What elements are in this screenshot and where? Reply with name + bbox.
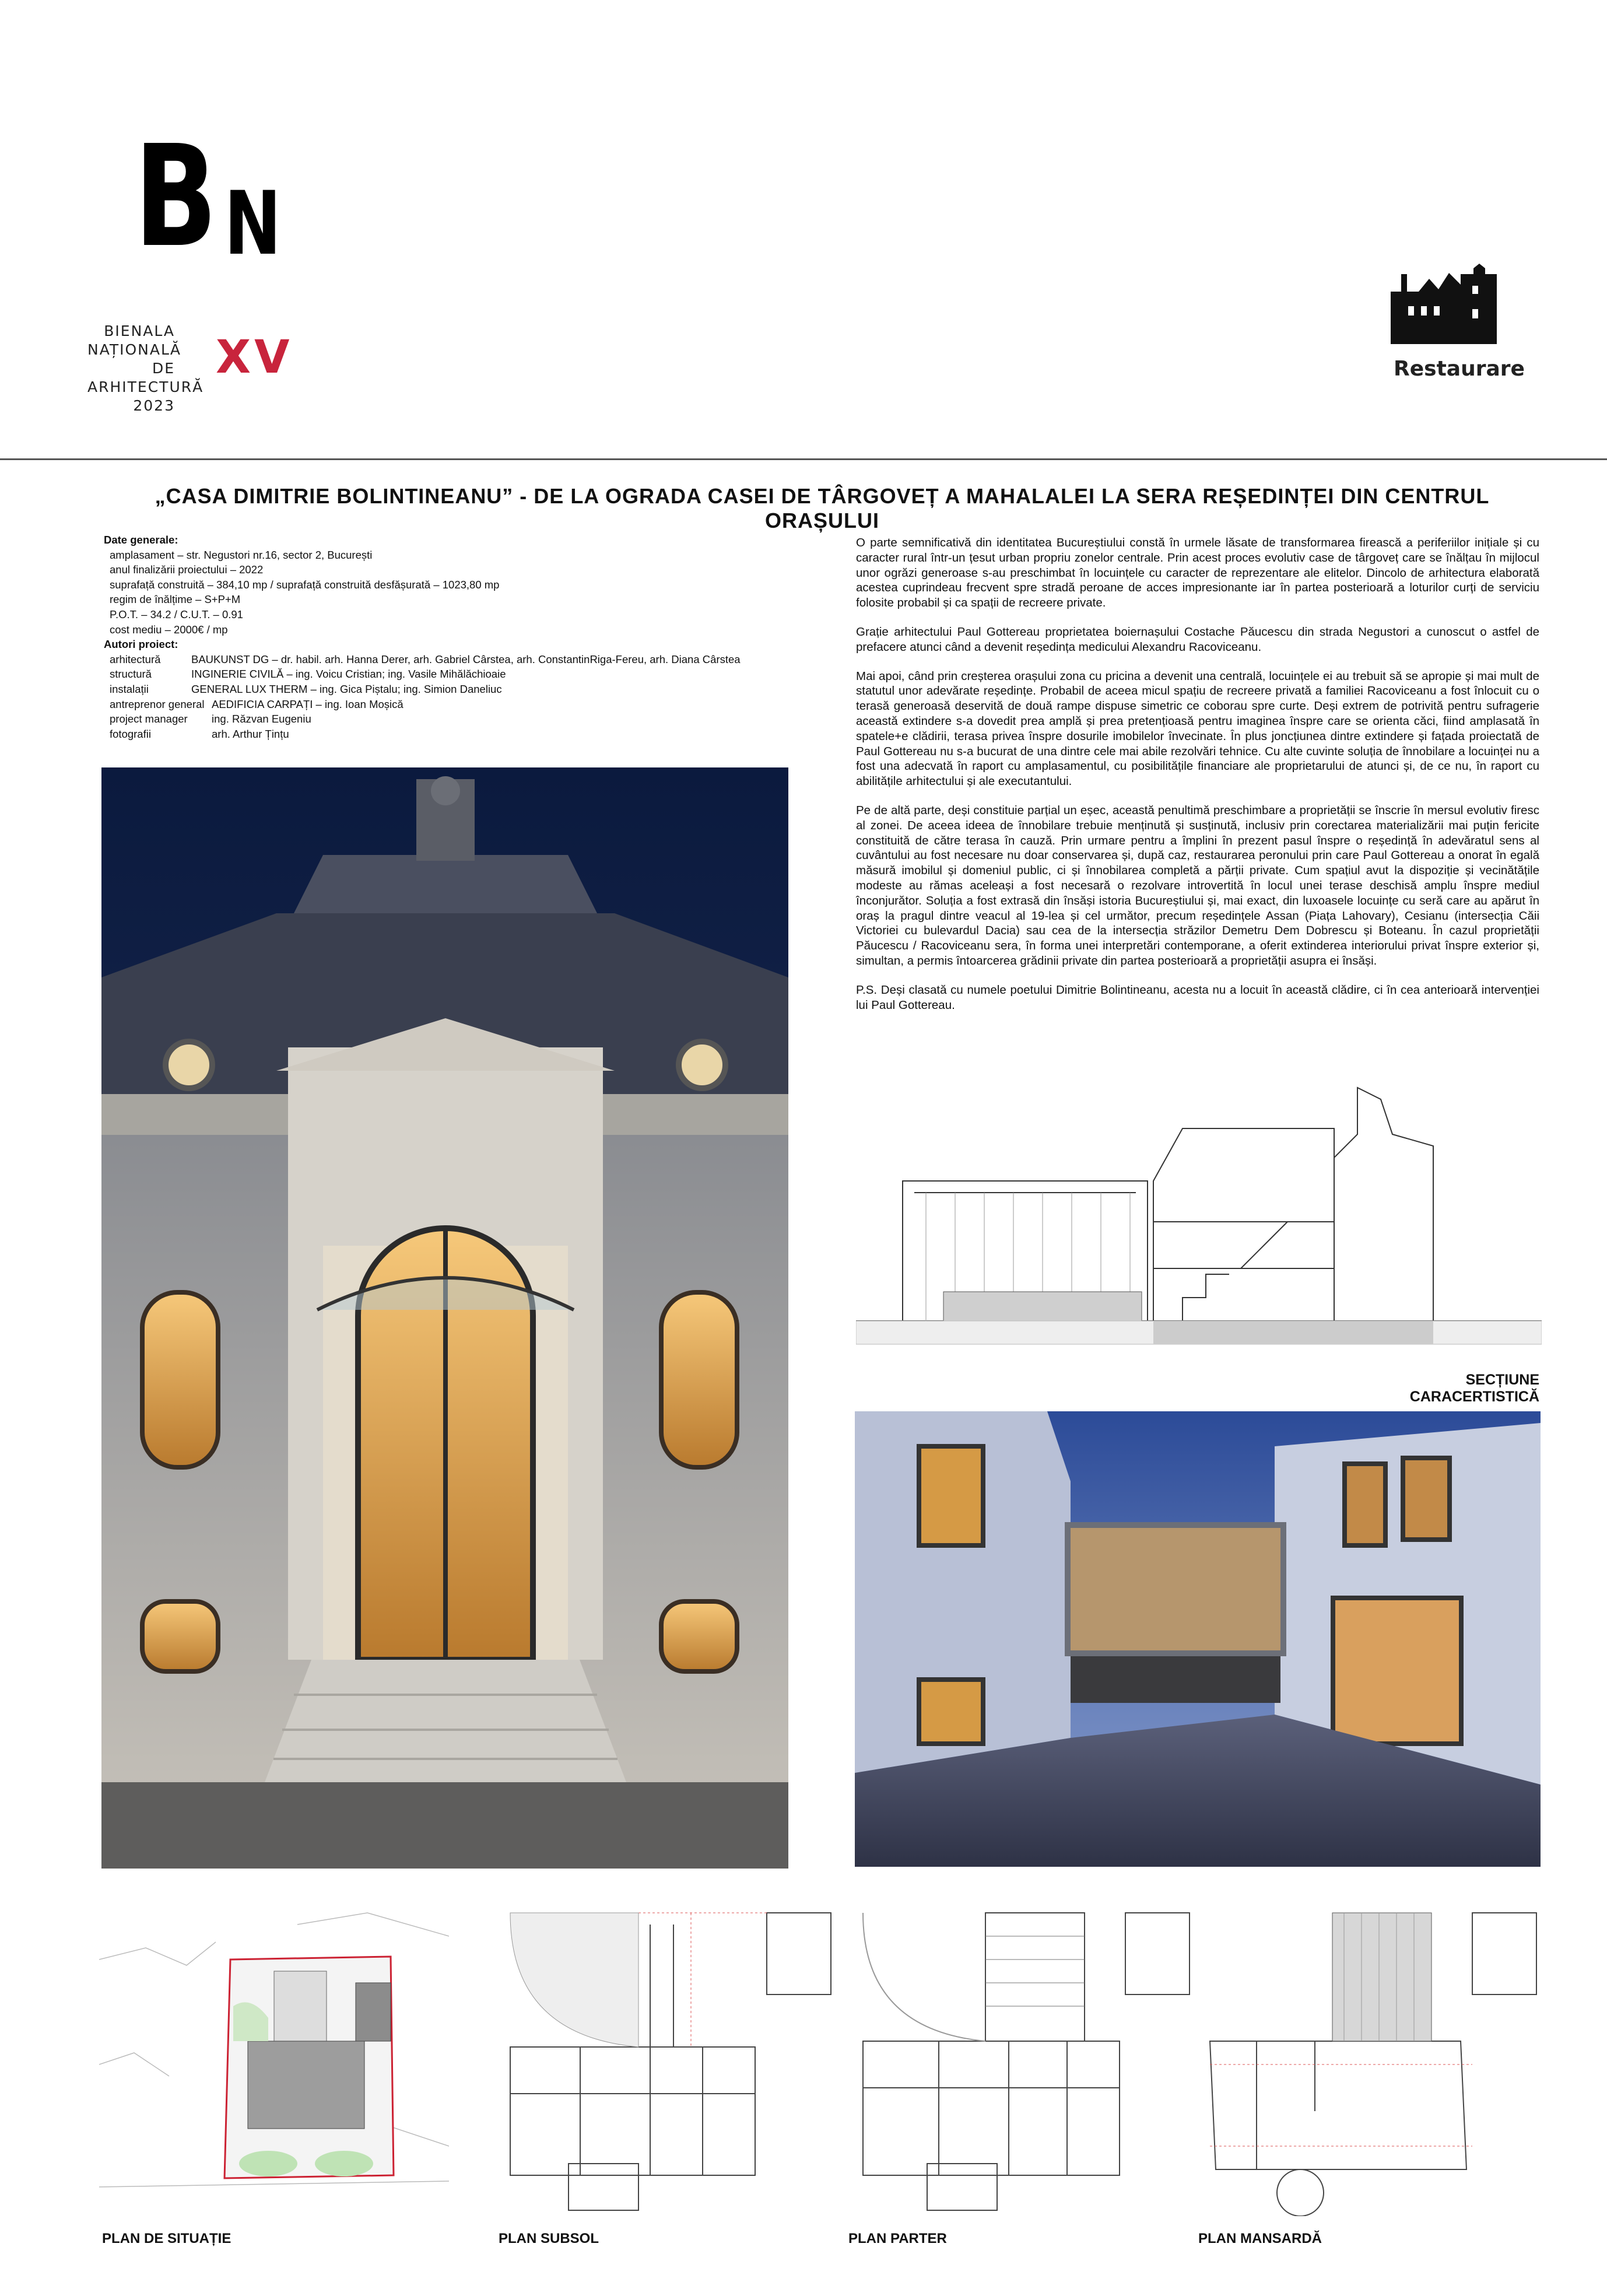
logo-line: ARHITECTURĂ bbox=[87, 378, 204, 395]
author-value: BAUKUNST DG – dr. habil. arh. Hanna Derer, arh. Gabriel Cârstea, arh. ConstantinRiga-Fereu, arh. Diana Cârstea bbox=[191, 653, 741, 665]
authors-heading: Autori proiect: bbox=[104, 638, 178, 651]
logo-line: BIENALA bbox=[104, 323, 175, 339]
category-label: Restaurare bbox=[1394, 357, 1525, 381]
author-value: ing. Răzvan Eugeniu bbox=[212, 713, 311, 725]
description-paragraph: P.S. Deși clasată cu numele poetului Dimitrie Bolintineanu, acesta nu a locuit în această clădire, ci în cea anterioară intervenției lui Paul Gottereau. bbox=[856, 983, 1539, 1012]
author-row bbox=[104, 711, 804, 727]
basement-plan-caption: PLAN SUBSOL bbox=[499, 2231, 599, 2246]
logo-letter-n: N bbox=[224, 172, 282, 275]
logo-letter-b: B bbox=[134, 137, 217, 278]
general-line: regim de înălțime – S+P+M bbox=[110, 593, 241, 606]
basement-plan-drawing bbox=[499, 1890, 848, 2216]
author-value: arh. Arthur Țințu bbox=[212, 727, 289, 740]
general-line: cost mediu – 2000€ / mp bbox=[110, 623, 228, 636]
author-role: project manager bbox=[110, 713, 188, 725]
header-divider bbox=[0, 458, 1607, 460]
logo-line: NAȚIONALĂ bbox=[87, 341, 182, 358]
author-role: instalații bbox=[110, 682, 149, 695]
general-line: amplasament – str. Negustori nr.16, sector 2, București bbox=[110, 548, 373, 561]
author-value: AEDIFICIA CARPAȚI – ing. Ioan Moșică bbox=[212, 697, 403, 710]
author-row bbox=[104, 652, 804, 667]
author-value: GENERAL LUX THERM – ing. Gica Piștalu; ing. Simion Daneliuc bbox=[191, 682, 502, 695]
attic-plan-caption: PLAN MANSARDĂ bbox=[1198, 2231, 1322, 2246]
project-title: „CASA DIMITRIE BOLINTINEANU” - DE LA OGRADA CASEI DE TÂRGOVEȚ A MAHALALEI LA SERA REȘEDINȚEI DIN CENTRUL ORAȘULUI bbox=[155, 484, 1490, 532]
courtyard-greenhouse-photo bbox=[855, 1411, 1541, 1867]
author-role: antreprenor general bbox=[110, 697, 205, 710]
description-paragraph: Grație arhitectului Paul Gottereau proprietatea boiernașului Costache Păucescu din strada Negustori a cunoscut o astfel de prefacere atunci când a devenit reședința medicului Alexandru Racoviceanu. bbox=[856, 625, 1539, 654]
author-value: INGINERIE CIVILĂ – ing. Voicu Cristian; ing. Vasile Mihălăchioaie bbox=[191, 668, 506, 681]
project-description bbox=[856, 535, 1539, 1026]
logo-line: 2023 bbox=[133, 397, 175, 414]
characteristic-section-drawing bbox=[856, 1076, 1542, 1368]
general-line: P.O.T. – 34.2 / C.U.T. – 0.91 bbox=[110, 608, 243, 621]
section-caption: SECȚIUNE CARACERTISTICĂ bbox=[1409, 1372, 1539, 1405]
author-row bbox=[104, 667, 804, 682]
description-paragraph: Pe de altă parte, deși constituie parțial un eșec, această penultimă preschimbare a proprietății se înscrie în mersul evolutiv firesc al zonei. De aceea ideea de înnobilare trebuie menținută și susținută, inclusiv prin corectarea materializării mai puțin fericite constituită de către terasa în cauză. Prin urmare pentru a împlini în prezent pasul înspre o reședință în adevăratul sens al cuvântului au fost necesare nu doar conservarea și, după caz, restaurarea peronului prin care Paul Gottereau a onorat în egală măsură imobilul și domeniul public, ci și înnobilarea completă a părții private. Cum spațiul avut la dispoziție și vecinătățile modeste au rămas aceleași a fost necesară o rezolvare introvertită în locul unei terase deschisă amplu înspre mediul înconjurător. Soluția a fost extrasă din însăși istoria Bucureștiului și, mai exact, din luxoasele locuințe cu seră care au apărut în oraș la pragul dintre veacul al 19-lea și cel următor, precum reședințele Assan (Piața Lahovary), Cesianu (intersecția Căii Victoriei cu bulevardul Dacia) sau cea de la intersecția străzilor Demetru Dem Dobrescu și Boteanu. În cazul proprietății Păucescu / Racoviceanu sera, în forma unei interpretări contemporane, a oferit extinderea interiorului privat înspre exterior și, simultan, a permis întoarcerea grădinii private din partea posterioară a proprietății asupra ei însăși. bbox=[856, 803, 1539, 968]
author-role: fotografii bbox=[110, 727, 151, 740]
facade-night-photo bbox=[101, 767, 788, 1869]
logo-biennale-name bbox=[87, 322, 204, 415]
author-row bbox=[104, 697, 804, 712]
ground-floor-plan-drawing bbox=[851, 1890, 1201, 2216]
author-role: arhitectură bbox=[110, 653, 161, 665]
site-plan-caption: PLAN DE SITUAȚIE bbox=[102, 2231, 231, 2246]
ground-floor-plan-caption: PLAN PARTER bbox=[848, 2231, 947, 2246]
attic-plan-drawing bbox=[1198, 1890, 1548, 2216]
author-row bbox=[104, 682, 804, 697]
general-line: anul finalizării proiectului – 2022 bbox=[110, 563, 264, 576]
author-row bbox=[104, 727, 804, 742]
logo-edition: XV bbox=[216, 331, 293, 384]
building-silhouette-icon bbox=[1385, 251, 1501, 344]
description-paragraph: Mai apoi, când prin creșterea orașului zona cu pricina a devenit una centrală, locuințele ei au trebuit să se apropie și mai mult de statutul unor adevărate reședințe. Probabil de aceea micul spațiu de recreere privată a familiei Racoviceanu a fost înlocuit cu o terasă generoasă deservită de două rampe dispuse simetric ce coborau spre curte. Deși extrem de potrivită pentru sufragerie această extindere s-a dovedit prea amplă și prea pretențioasă pentru imaginea înspre care se orienta căci, fiind amplasată în spatele+e clădirii, terasa privea înspre dosurile imobilelor învecinate. În plus joncțiunea dintre extindere și fațada proiectată de Paul Gottereau nu s-a bucurat de una dintre cele mai abile rezolvări tehnice. Cu alte cuvinte soluția de înnobilare a locuinței nu a fost una adecvată în raport cu amplasamentul, cu posibilitățile financiare ale proprietarului de atunci și, de ce nu, în raport cu abilitățile arhitectului și ale executantului. bbox=[856, 669, 1539, 788]
author-role: structură bbox=[110, 668, 152, 681]
logo-line: DE bbox=[152, 360, 175, 377]
general-line: suprafață construită – 384,10 mp / suprafață construită desfășurată – 1023,80 mp bbox=[110, 578, 500, 591]
project-info bbox=[104, 532, 804, 741]
description-paragraph: O parte semnificativă din identitatea Bucureștiului constă în urmele lăsate de transformarea firească a periferiilor inițiale și cu caracter rural într-un țesut urban propriu zonelor centrale. Prin acest proces evolutiv case de târgoveț care se înălțau în mijlocul unor ogrăzi generoase s-au preschimbat în locuințele cu caracter de reprezentare ale elitelor. Dincolo de arhitectura elaborată acestea cuprindeau frecvent spre stradă peroane de acces impresionante iar în partea posterioară a loturilor curți de serviciu folosite probabil și ca spații de recreere private. bbox=[856, 536, 1539, 610]
site-plan-drawing bbox=[99, 1890, 449, 2216]
general-heading: Date generale: bbox=[104, 534, 178, 546]
